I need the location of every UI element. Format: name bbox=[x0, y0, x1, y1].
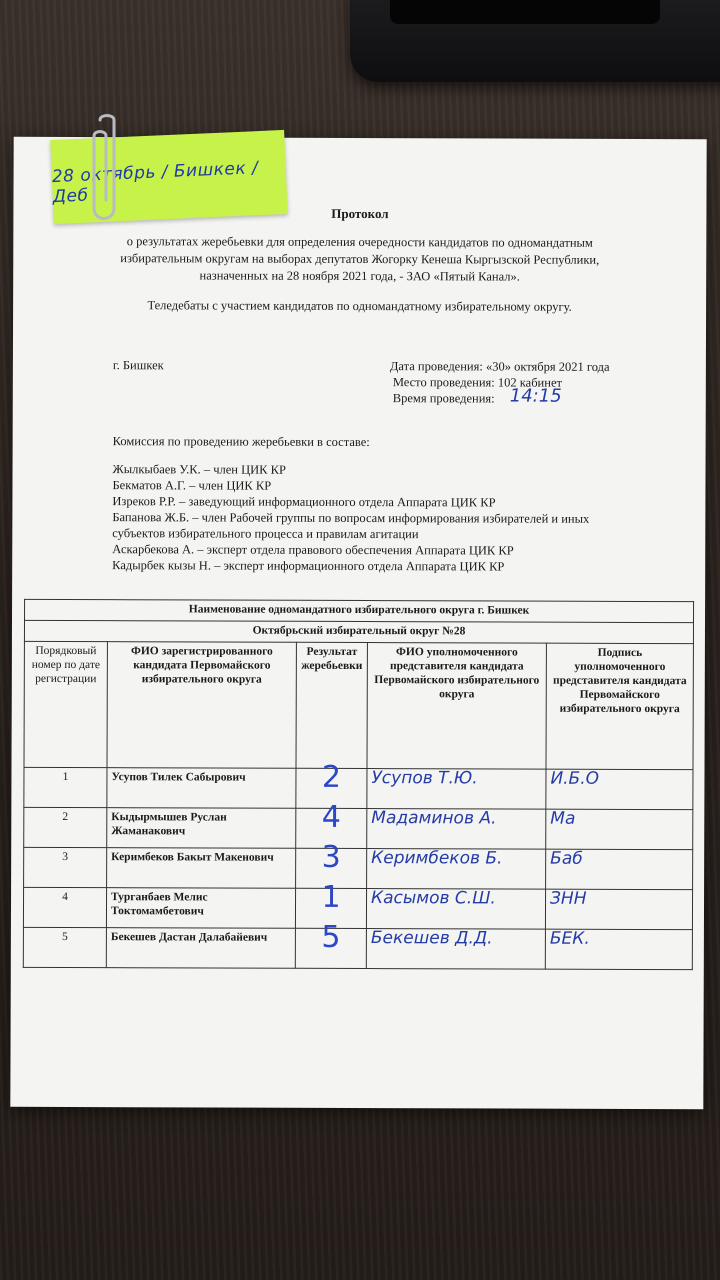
time-label: Время проведения: bbox=[392, 391, 495, 406]
row-result: 3 bbox=[296, 848, 367, 888]
member-line: Кадырбек кызы Н. – эксперт информационного отдела Аппарата ЦИК КР bbox=[112, 558, 505, 574]
row-candidate: Турганбаев Мелис Токтомамбетович bbox=[106, 888, 295, 929]
member-line: Аскарбекова А. – эксперт отдела правового обеспечения Аппарата ЦИК КР bbox=[112, 542, 514, 558]
member-line: Бекматов А.Г. – член ЦИК КР bbox=[112, 478, 272, 493]
row-signature: Ма bbox=[546, 809, 693, 850]
col-header-representative: ФИО уполномоченного представителя кандидата Первомайского избирательного округа bbox=[367, 643, 546, 770]
member-line: Бапанова Ж.Б. – член Рабочей группы по вопросам информирования избирателей и иных bbox=[112, 510, 590, 526]
table-row bbox=[23, 927, 692, 969]
member-line: Изреков Р.Р. – заведующий информационного отдела Аппарата ЦИК КР bbox=[112, 494, 496, 510]
commission-members bbox=[112, 461, 589, 575]
row-result: 1 bbox=[295, 888, 366, 928]
row-result: 5 bbox=[295, 928, 366, 968]
col-header-number: Порядковый номер по дате регистрации bbox=[24, 641, 107, 767]
table-row bbox=[24, 767, 693, 809]
row-representative: Керимбеков Б. bbox=[367, 849, 546, 890]
row-representative: Усупов Т.Ю. bbox=[367, 769, 546, 810]
table-row bbox=[24, 847, 693, 889]
row-representative: Мадаминов А. bbox=[367, 809, 546, 850]
debate-line: Теледебаты с участием кандидатов по одномандатному избирательному округу. bbox=[147, 298, 572, 314]
row-candidate: Кыдырмышев Руслан Жаманакович bbox=[107, 808, 296, 849]
row-signature: БЕК. bbox=[545, 929, 692, 970]
member-line: субъектов избирательного процесса и правилам агитации bbox=[112, 526, 419, 542]
row-signature: И.Б.О bbox=[546, 769, 693, 810]
sticky-note-text: 28 октябрь / Бишкек / Деб bbox=[51, 158, 259, 208]
member-line: Жылкыбаев У.К. – член ЦИК КР bbox=[112, 462, 286, 477]
row-number: 4 bbox=[23, 887, 106, 927]
table-header-district: Наименование одномандатного избирательного округа г. Бишкек bbox=[25, 599, 694, 622]
row-signature: ЗНН bbox=[545, 889, 692, 930]
place-line: Место проведения: 102 кабинет bbox=[392, 375, 562, 390]
row-representative: Касымов С.Ш. bbox=[366, 889, 545, 930]
row-number: 5 bbox=[23, 927, 106, 967]
laptop-edge bbox=[350, 0, 720, 82]
row-signature: Баб bbox=[546, 849, 693, 890]
doc-title: Протокол bbox=[331, 205, 389, 222]
row-candidate: Керимбеков Бакыт Макенович bbox=[107, 848, 296, 889]
protocol-document bbox=[10, 137, 706, 1109]
commission-title: Комиссия по проведению жеребьевки в составе: bbox=[112, 434, 370, 450]
city: г. Бишкек bbox=[112, 358, 164, 373]
doc-subtitle-line2: избирательным округам на выборах депутатов Жогорку Кенеша Кыргызской Республики, bbox=[120, 251, 600, 267]
row-result: 4 bbox=[296, 808, 367, 848]
row-number: 1 bbox=[24, 767, 107, 807]
time-value: 14:15 bbox=[509, 385, 562, 407]
date-line: Дата проведения: «30» октября 2021 года bbox=[389, 359, 610, 374]
col-header-signature: Подпись уполномоченного представителя кандидата Первомайского избирательного округа bbox=[546, 643, 693, 770]
col-header-candidate: ФИО зарегистрированного кандидата Первомайского избирательного округа bbox=[107, 642, 296, 769]
laptop-screen-edge bbox=[390, 0, 660, 24]
table-row bbox=[23, 887, 692, 929]
doc-subtitle-line3: назначенных на 28 ноября 2021 года, - ЗАО «Пятый Канал». bbox=[199, 268, 520, 284]
row-representative: Бекешев Д.Д. bbox=[366, 929, 545, 970]
doc-subtitle-line1: о результатах жеребьевки для определения очередности кандидатов по одномандатным bbox=[126, 234, 593, 250]
row-number: 3 bbox=[24, 847, 107, 887]
row-result: 2 bbox=[296, 768, 367, 808]
table-header-okrug: Октябрьский избирательный округ №28 bbox=[24, 620, 693, 643]
row-candidate: Бекешев Дастан Далабайевич bbox=[106, 928, 295, 969]
table-row bbox=[24, 807, 693, 849]
lottery-table bbox=[23, 599, 694, 970]
paperclip-icon bbox=[86, 112, 126, 232]
row-candidate: Усупов Тилек Сабырович bbox=[107, 768, 296, 809]
col-header-result: Результат жеребьевки bbox=[296, 642, 367, 768]
row-number: 2 bbox=[24, 807, 107, 847]
